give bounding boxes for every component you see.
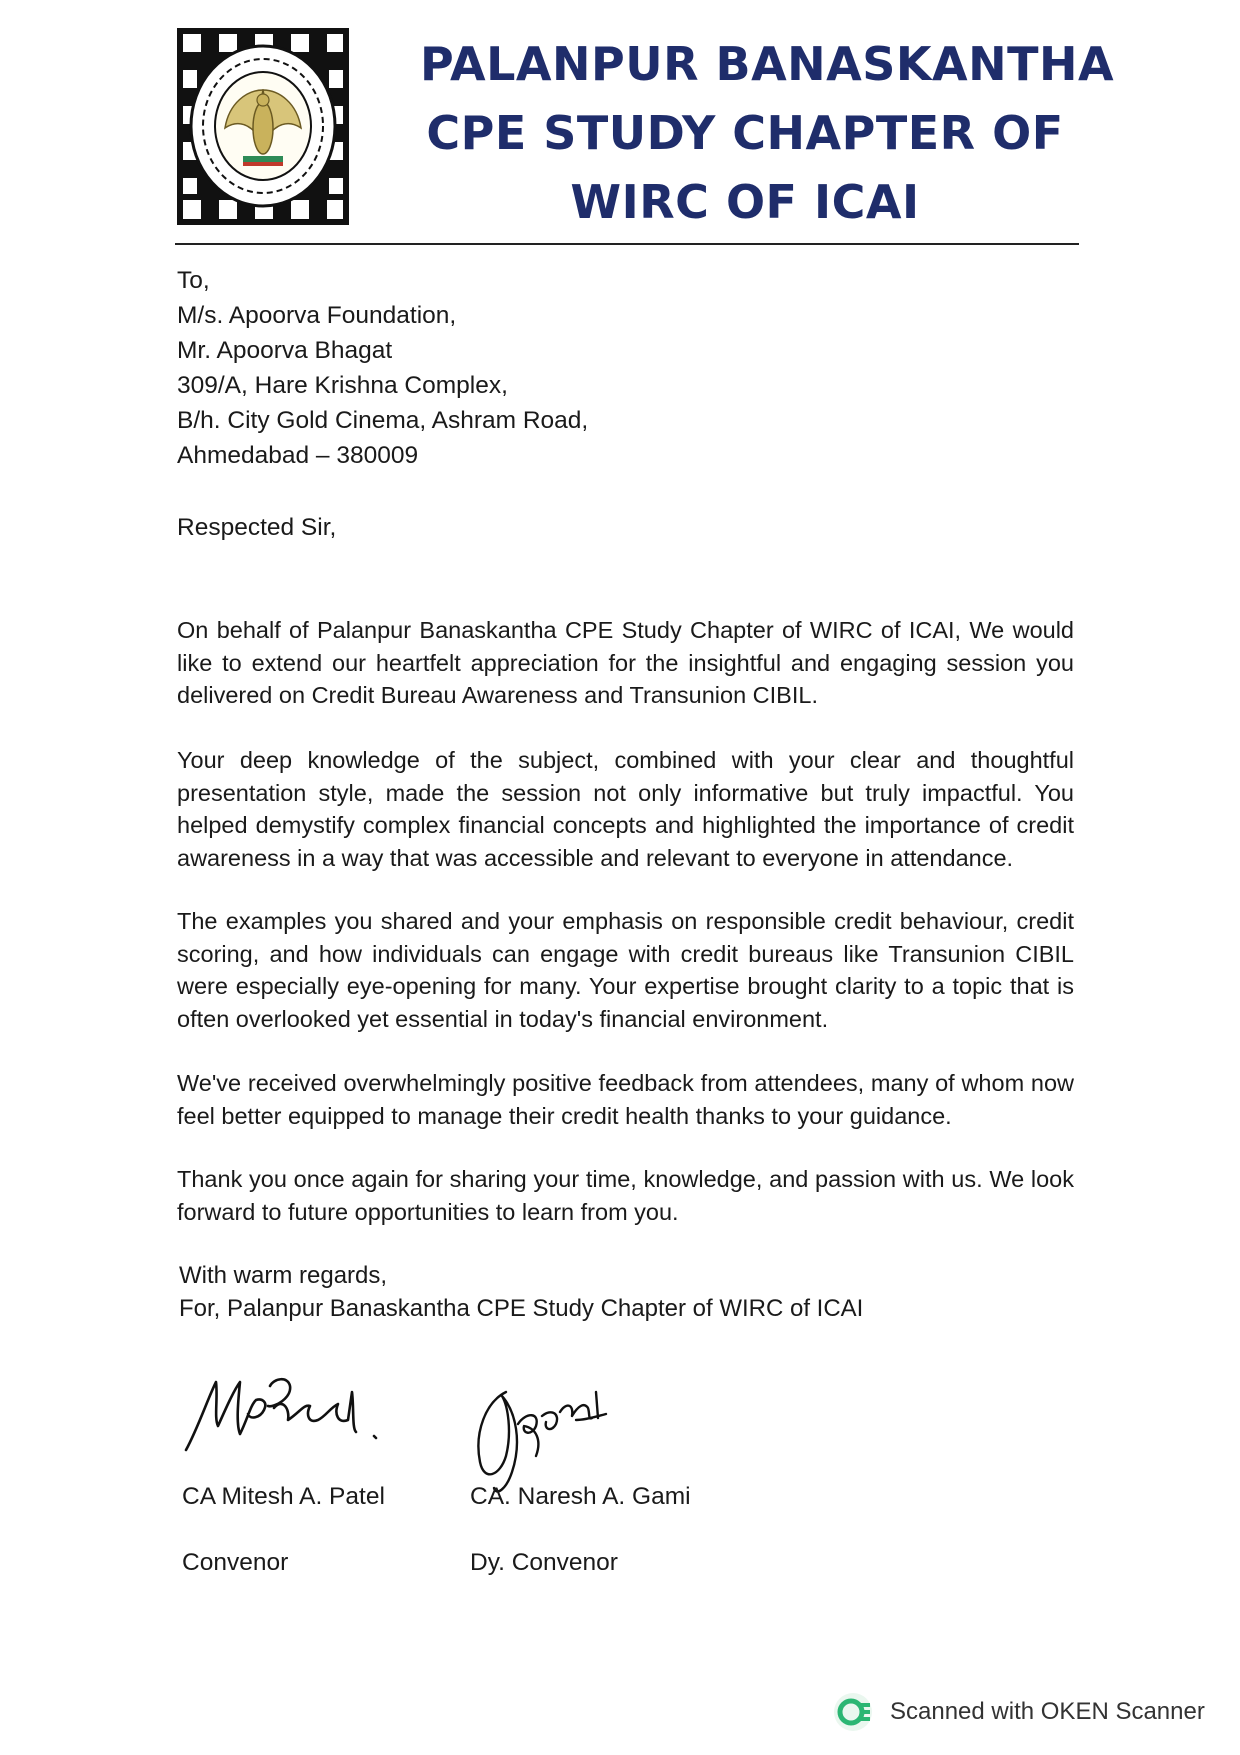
- title-line: CPE STUDY CHAPTER OF: [426, 106, 1064, 160]
- recipient-address: [177, 263, 877, 473]
- organization-title: [420, 30, 1115, 237]
- salutation: Respected Sir,: [177, 514, 337, 541]
- oken-scanner-logo-icon: [830, 1689, 876, 1735]
- signature-mitesh-patel: [178, 1368, 398, 1458]
- body-paragraph: Your deep knowledge of the subject, combined with your clear and thoughtful presentation style, made the session not only informative but truly impactful. You helped demystify complex financial concepts and highlighted the importance of credit awareness in a way that was accessible and relevant to everyone in attendance.: [177, 747, 1074, 871]
- signatory-name: CA Mitesh A. Patel: [182, 1483, 385, 1510]
- body-paragraph: Thank you once again for sharing your time, knowledge, and passion with us. We look forward to future opportunities to learn from you.: [177, 1166, 1074, 1225]
- scanner-watermark: [830, 1690, 1205, 1734]
- header-divider: [175, 243, 1079, 245]
- closing-block: [179, 1259, 863, 1325]
- title-line: PALANPUR BANASKANTHA: [420, 37, 1115, 91]
- closing-regards: With warm regards,: [179, 1262, 388, 1289]
- handwritten-signature-icon: [178, 1368, 398, 1458]
- address-line: To,: [177, 267, 210, 294]
- signatory-name: CA. Naresh A. Gami: [470, 1483, 691, 1510]
- signatory-role: Dy. Convenor: [470, 1549, 618, 1576]
- address-line: Ahmedabad – 380009: [177, 442, 419, 469]
- address-line: M/s. Apoorva Foundation,: [177, 302, 457, 329]
- address-line: 309/A, Hare Krishna Complex,: [177, 372, 508, 399]
- icai-logo-icon: [177, 28, 349, 225]
- body-paragraph: On behalf of Palanpur Banaskantha CPE Study Chapter of WIRC of ICAI, We would like to extend our heartfelt appreciation for the insightful and engaging session you delivered on Credit Bureau Awareness and Transunion CIBIL.: [177, 617, 1074, 708]
- body-paragraph: The examples you shared and your emphasis on responsible credit behaviour, credit scoring, and how individuals can engage with credit bureaus like Transunion CIBIL were especially eye-opening for many. Your expertise brought clarity to a topic that is often overlooked yet essential in today's financial environment.: [177, 908, 1074, 1032]
- closing-for-line: For, Palanpur Banaskantha CPE Study Chapter of WIRC of ICAI: [179, 1295, 864, 1322]
- scanner-watermark-text: Scanned with OKEN Scanner: [890, 1698, 1205, 1725]
- title-line: WIRC OF ICAI: [570, 175, 920, 229]
- signatory-role: Convenor: [182, 1549, 289, 1576]
- address-line: B/h. City Gold Cinema, Ashram Road,: [177, 407, 589, 434]
- chapter-logo: [177, 28, 349, 225]
- body-paragraph: We've received overwhelmingly positive feedback from attendees, many of whom now feel better equipped to manage their credit health thanks to your guidance.: [177, 1070, 1074, 1129]
- address-line: Mr. Apoorva Bhagat: [177, 337, 393, 364]
